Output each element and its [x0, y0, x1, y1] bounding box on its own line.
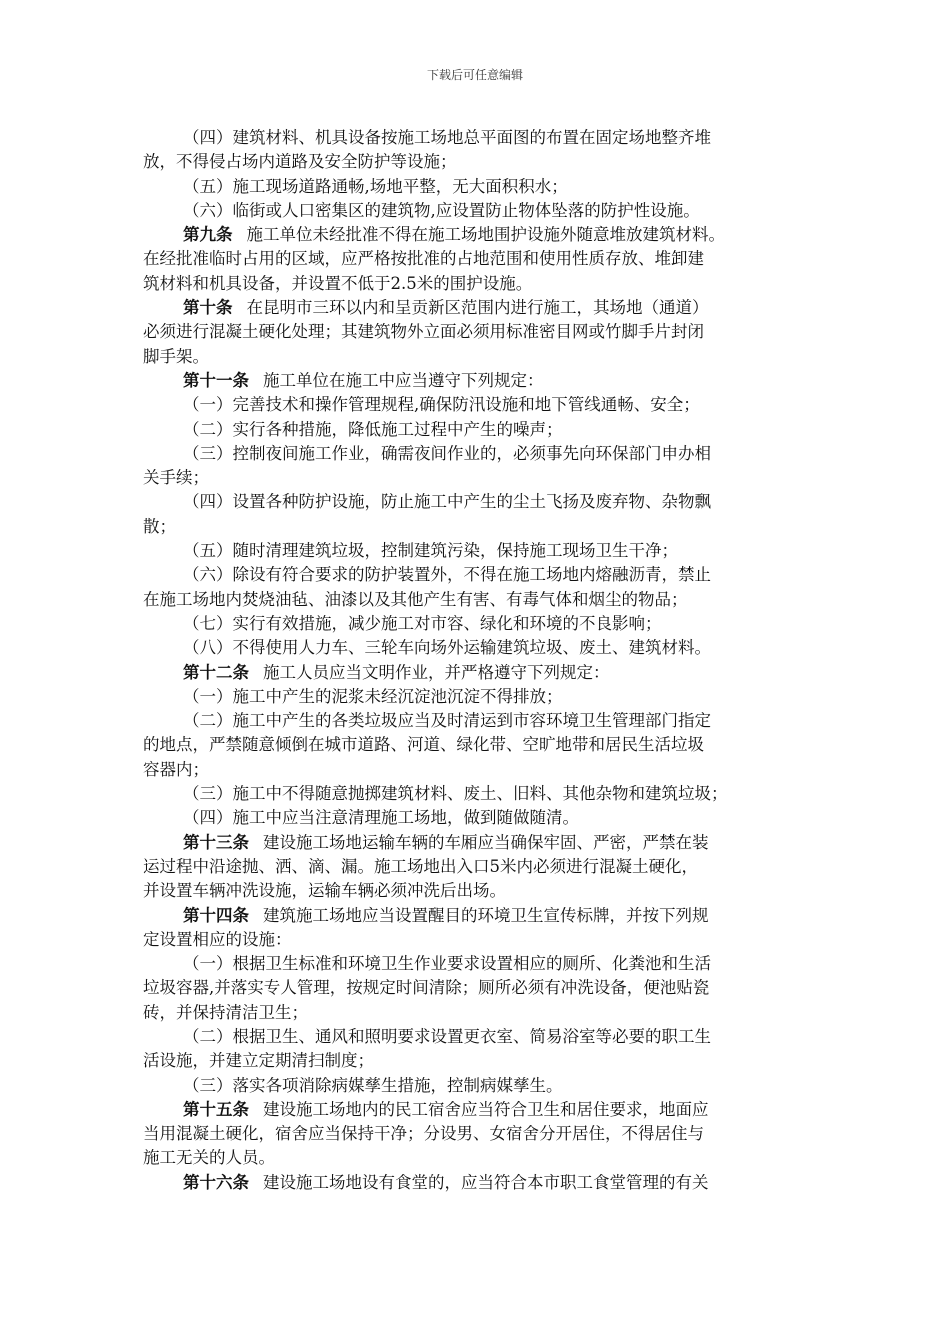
- text-line: [143, 1001, 807, 1025]
- text-line: [143, 466, 807, 490]
- article-line: [143, 369, 807, 393]
- line-text: 散；: [143, 516, 176, 536]
- line-text: 建筑施工场地应当设置醒目的环境卫生宣传标牌，并按下列规: [263, 905, 709, 925]
- text-line: [143, 320, 807, 344]
- page-header: 下载后可任意编辑: [426, 68, 523, 82]
- line-text: 施工无关的人员。: [143, 1148, 275, 1168]
- article-number: 第十一条: [183, 370, 249, 390]
- line-text: 定设置相应的设施：: [143, 929, 292, 949]
- article-number: 第十四条: [183, 905, 249, 925]
- line-text: （三）落实各项消除病媒孳生措施，控制病媒孳生。: [183, 1075, 563, 1095]
- text-line: [143, 588, 807, 612]
- text-line: [143, 1049, 807, 1073]
- line-text: 筑材料和机具设备，并设置不低于2.5米的围护设施。: [143, 273, 533, 293]
- text-line: [143, 272, 807, 296]
- text-line: [143, 1074, 807, 1098]
- text-line: [143, 175, 807, 199]
- text-line: [143, 782, 807, 806]
- text-line: [143, 758, 807, 782]
- article-line: [143, 296, 807, 320]
- line-text: （五）随时清理建筑垃圾，控制建筑污染，保持施工现场卫生干净；: [183, 541, 678, 561]
- line-text: （四）设置各种防护设施，防止施工中产生的尘土飞扬及废弃物、杂物飘: [183, 492, 711, 512]
- text-line: [143, 345, 807, 369]
- text-line: [143, 952, 807, 976]
- text-line: [143, 1025, 807, 1049]
- line-text: 当用混凝土硬化，宿舍应当保持干净；分设男、女宿舍分开居住，不得居住与: [143, 1124, 704, 1144]
- text-line: [143, 636, 807, 660]
- text-line: [143, 733, 807, 757]
- line-text: （七）实行有效措施，减少施工对市容、绿化和环境的不良影响；: [183, 613, 662, 633]
- article-line: [143, 831, 807, 855]
- text-line: [143, 393, 807, 417]
- line-text: （一）施工中产生的泥浆未经沉淀池沉淀不得排放；: [183, 686, 563, 706]
- line-text: 在经批准临时占用的区域，应严格按批准的占地范围和使用性质存放、堆卸建: [143, 249, 704, 269]
- line-text: （三）施工中不得随意抛掷建筑材料、废土、旧料、其他杂物和建筑垃圾；: [183, 784, 728, 804]
- article-number: 第十三条: [183, 832, 249, 852]
- line-text: （一）根据卫生标准和环境卫生作业要求设置相应的厕所、化粪池和生活: [183, 954, 711, 974]
- text-line: [143, 976, 807, 1000]
- text-line: [143, 442, 807, 466]
- line-text: 在施工场地内焚烧油毡、油漆以及其他产生有害、有毒气体和烟尘的物品；: [143, 589, 688, 609]
- article-number: 第十条: [183, 298, 233, 318]
- line-text: 必须进行混凝土硬化处理；其建筑物外立面必须用标准密目网或竹脚手片封闭: [143, 322, 704, 342]
- text-line: [143, 199, 807, 223]
- text-line: [143, 150, 807, 174]
- article-line: [143, 904, 807, 928]
- line-text: 的地点，严禁随意倾倒在城市道路、河道、绿化带、空旷地带和居民生活垃圾: [143, 735, 704, 755]
- line-text: 施工人员应当文明作业，并严格遵守下列规定：: [263, 662, 610, 682]
- line-text: 建设施工场地设有食堂的，应当符合本市职工食堂管理的有关: [263, 1172, 709, 1192]
- line-text: 施工单位在施工中应当遵守下列规定：: [263, 370, 544, 390]
- text-line: [143, 539, 807, 563]
- article-number: 第九条: [183, 225, 233, 245]
- document-body: [143, 126, 807, 1195]
- text-line: [143, 709, 807, 733]
- text-line: [143, 1146, 807, 1170]
- article-line: [143, 223, 807, 247]
- line-text: 建设施工场地运输车辆的车厢应当确保牢固、严密，严禁在装: [263, 832, 709, 852]
- line-text: （八）不得使用人力车、三轮车向场外运输建筑垃圾、废土、建筑材料。: [183, 638, 711, 658]
- text-line: [143, 928, 807, 952]
- line-text: 关手续；: [143, 468, 209, 488]
- article-number: 第十六条: [183, 1172, 249, 1192]
- article-number: 第十五条: [183, 1099, 249, 1119]
- line-text: 脚手架。: [143, 346, 209, 366]
- line-text: （四）建筑材料、机具设备按施工场地总平面图的布置在固定场地整齐堆: [183, 128, 711, 147]
- line-text: 在昆明市三环以内和呈贡新区范围内进行施工，其场地（通道）: [246, 298, 709, 318]
- line-text: （四）施工中应当注意清理施工场地，做到随做随清。: [183, 808, 579, 828]
- line-text: 并设置车辆冲洗设施，运输车辆必须冲洗后出场。: [143, 881, 506, 901]
- text-line: [143, 490, 807, 514]
- line-text: （三）控制夜间施工作业，确需夜间作业的，必须事先向环保部门申办相: [183, 443, 711, 463]
- line-text: 施工单位未经批准不得在施工场地围护设施外随意堆放建筑材料。: [246, 225, 725, 245]
- text-line: [143, 612, 807, 636]
- article-line: [143, 661, 807, 685]
- line-text: 砖，并保持清洁卫生；: [143, 1002, 308, 1022]
- article-number: 第十二条: [183, 662, 249, 682]
- text-line: [143, 247, 807, 271]
- line-text: （五）施工现场道路通畅,场地平整，无大面积积水；: [183, 176, 568, 196]
- line-text: （六）临街或人口密集区的建筑物,应设置防止物体坠落的防护性设施。: [183, 200, 700, 220]
- text-line: [143, 515, 807, 539]
- article-line: [143, 1171, 807, 1195]
- text-line: [143, 806, 807, 830]
- line-text: （二）实行各种措施，降低施工过程中产生的噪声；: [183, 419, 563, 439]
- line-text: （六）除设有符合要求的防护装置外，不得在施工场地内熔融沥青，禁止: [183, 565, 711, 585]
- line-text: （二）施工中产生的各类垃圾应当及时清运到市容环境卫生管理部门指定: [183, 711, 711, 731]
- line-text: （二）根据卫生、通风和照明要求设置更衣室、简易浴室等必要的职工生: [183, 1026, 711, 1046]
- line-text: 垃圾容器,并落实专人管理，按规定时间清除；厕所必须有冲洗设备，便池贴瓷: [143, 978, 710, 998]
- text-line: [143, 879, 807, 903]
- line-text: 运过程中沿途抛、洒、滴、漏。施工场地出入口5米内必须进行混凝土硬化，: [143, 856, 698, 876]
- line-text: 活设施，并建立定期清扫制度；: [143, 1051, 374, 1071]
- line-text: 建设施工场地内的民工宿舍应当符合卫生和居住要求，地面应: [263, 1099, 709, 1119]
- text-line: [143, 418, 807, 442]
- text-line: [143, 563, 807, 587]
- line-text: （一）完善技术和操作管理规程,确保防汛设施和地下管线通畅、安全；: [183, 395, 700, 415]
- line-text: 放，不得侵占场内道路及安全防护等设施；: [143, 152, 457, 172]
- text-line: [143, 1122, 807, 1146]
- line-text: 容器内；: [143, 759, 209, 779]
- article-line: [143, 1098, 807, 1122]
- text-line: [143, 126, 807, 150]
- text-line: [143, 855, 807, 879]
- text-line: [143, 685, 807, 709]
